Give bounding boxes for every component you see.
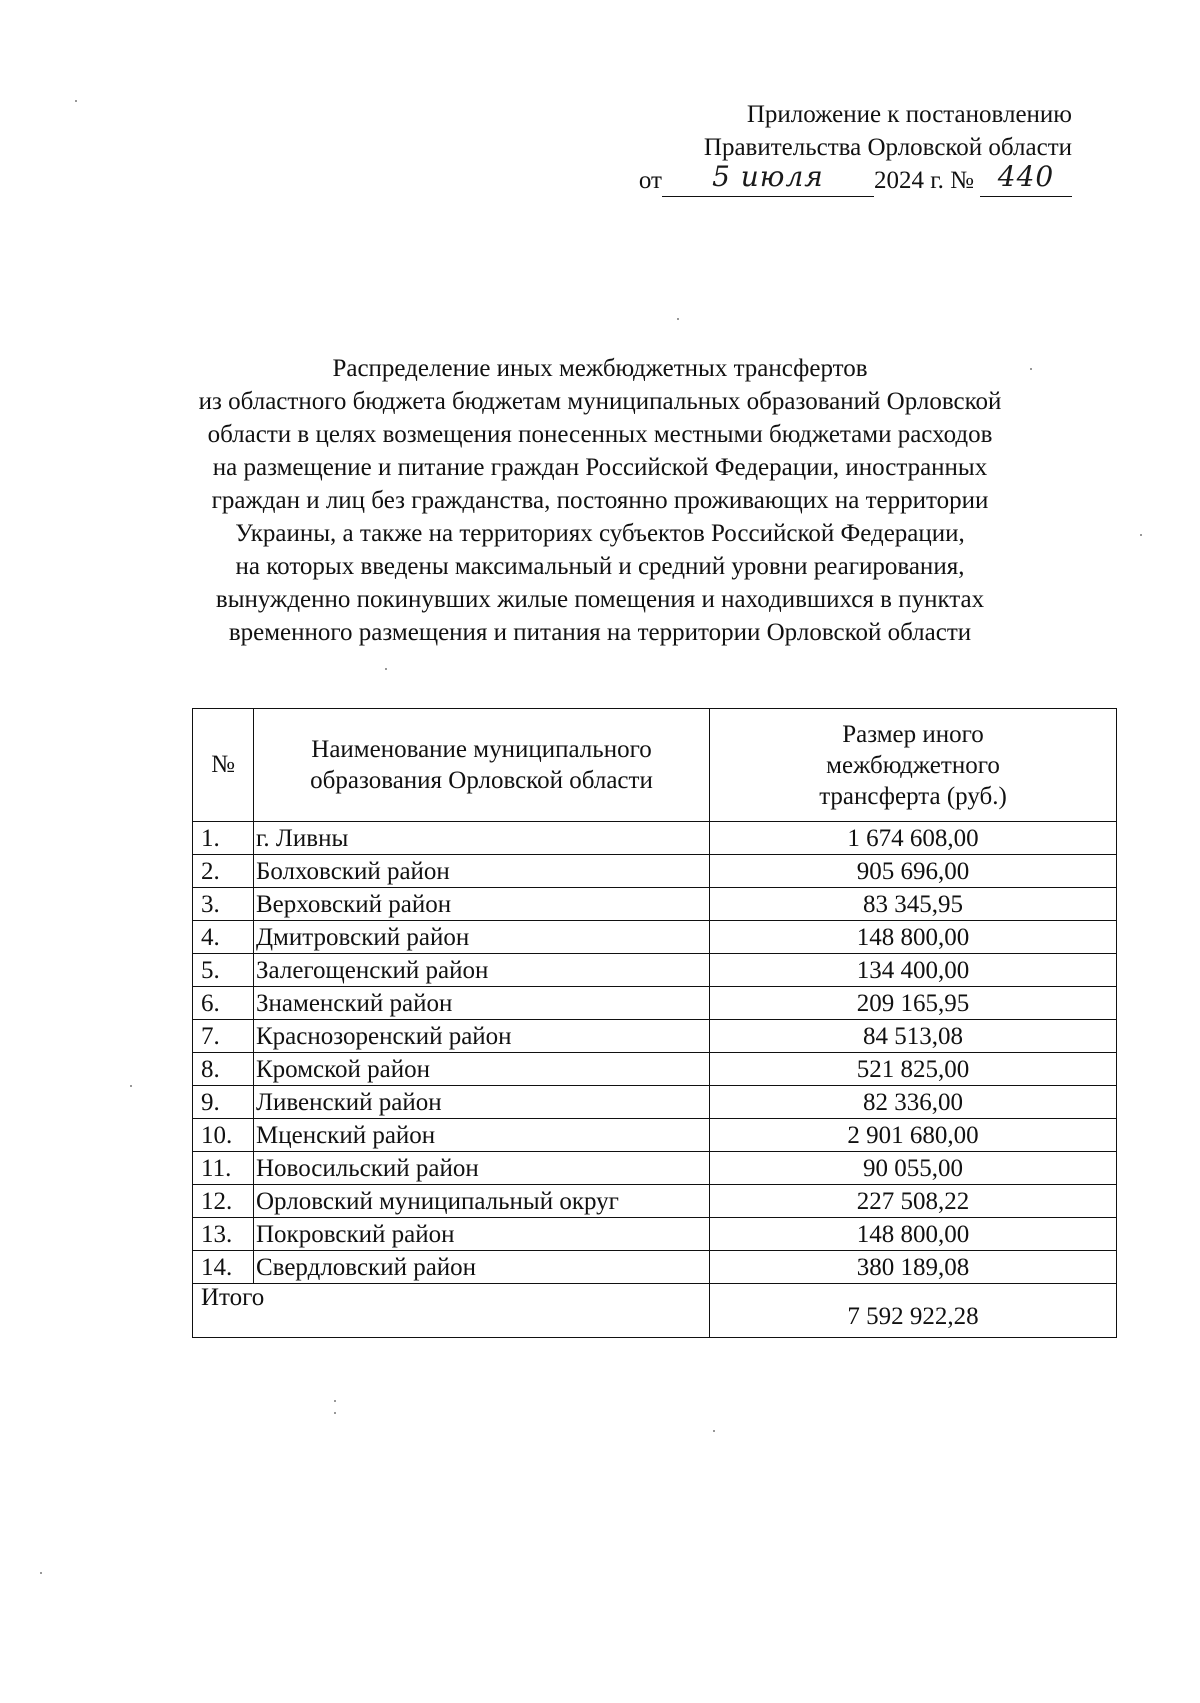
row-municipality: Мценский район [254, 1119, 710, 1152]
row-amount: 521 825,00 [710, 1053, 1117, 1086]
row-amount: 148 800,00 [710, 921, 1117, 954]
row-municipality: Знаменский район [254, 987, 710, 1020]
row-amount: 84 513,08 [710, 1020, 1117, 1053]
table-total-row [193, 1284, 1117, 1338]
column-header-municipality-line1: Наименование муниципального [311, 736, 652, 763]
title-line: на размещение и питание граждан Российской Федерации, иностранных [212, 454, 988, 481]
table-row [193, 921, 1117, 954]
row-municipality: Орловский муниципальный округ [254, 1185, 710, 1218]
year-number-label: 2024 г. № [873, 167, 974, 194]
row-municipality: Свердловский район [254, 1251, 710, 1284]
row-municipality: Болховский район [254, 855, 710, 888]
row-municipality: Залегощенский район [254, 954, 710, 987]
table-row [193, 1086, 1117, 1119]
row-number: 3. [193, 888, 254, 921]
column-header-amount-line3: трансферта (руб.) [819, 782, 1007, 810]
row-municipality: Верховский район [254, 888, 710, 921]
row-number: 9. [193, 1086, 254, 1119]
row-amount: 905 696,00 [710, 855, 1117, 888]
table-row [193, 1152, 1117, 1185]
column-header-amount-line2: межбюджетного [826, 751, 1000, 779]
row-number: 4. [193, 921, 254, 954]
row-amount: 2 901 680,00 [710, 1119, 1117, 1152]
transfers-table [192, 708, 1117, 1338]
scan-speck [677, 318, 679, 320]
column-header-municipality [254, 709, 710, 822]
prefix-ot: от [638, 167, 662, 194]
column-header-amount-line1: Размер иного [842, 720, 984, 748]
row-number: 14. [193, 1251, 254, 1284]
row-number: 7. [193, 1020, 254, 1053]
scan-speck [40, 1572, 42, 1574]
title-line: вынужденно покинувших жилые помещения и находившихся в пунктах [215, 586, 985, 613]
table-row [193, 1185, 1117, 1218]
row-amount: 148 800,00 [710, 1218, 1117, 1251]
row-municipality: Покровский район [254, 1218, 710, 1251]
row-amount: 83 345,95 [710, 888, 1117, 921]
title-line: на которых введены максимальный и средний уровни реагирования, [235, 553, 965, 580]
document-title [150, 352, 1050, 649]
row-municipality: Ливенский район [254, 1086, 710, 1119]
table-row [193, 1251, 1117, 1284]
title-line: Распределение иных межбюджетных трансфертов [332, 355, 868, 382]
total-amount: 7 592 922,28 [710, 1284, 1117, 1338]
table-row [193, 1119, 1117, 1152]
table-header-row [193, 709, 1117, 822]
row-number: 13. [193, 1218, 254, 1251]
table-row [193, 954, 1117, 987]
row-amount: 82 336,00 [710, 1086, 1117, 1119]
row-amount: 1 674 608,00 [710, 822, 1117, 855]
total-label: Итого [193, 1284, 710, 1338]
number-blank [980, 160, 1072, 197]
row-number: 11. [193, 1152, 254, 1185]
handwritten-number: 440 [997, 160, 1055, 193]
title-line: временного размещения и питания на территории Орловской области [228, 619, 972, 646]
title-line: из областного бюджета бюджетам муниципальных образований Орловской [198, 388, 1002, 415]
column-header-number: № [193, 709, 254, 822]
row-municipality: Дмитровский район [254, 921, 710, 954]
scan-speck [1030, 368, 1032, 370]
row-amount: 209 165,95 [710, 987, 1117, 1020]
row-number: 10. [193, 1119, 254, 1152]
title-line: Украины, а также на территориях субъектов Российской Федерации, [235, 520, 965, 547]
scan-speck [334, 1412, 336, 1414]
header-line-government: Правительства Орловской области [703, 134, 1072, 161]
table-row [193, 855, 1117, 888]
scan-speck [130, 1085, 132, 1087]
document-header [552, 98, 1072, 197]
row-amount: 227 508,22 [710, 1185, 1117, 1218]
row-number: 6. [193, 987, 254, 1020]
table-row [193, 1020, 1117, 1053]
row-number: 2. [193, 855, 254, 888]
scan-speck [1140, 534, 1142, 536]
table-row [193, 1053, 1117, 1086]
row-number: 1. [193, 822, 254, 855]
column-header-municipality-line2: образования Орловской области [310, 767, 653, 794]
title-line: граждан и лиц без гражданства, постоянно проживающих на территории [211, 487, 989, 514]
row-number: 12. [193, 1185, 254, 1218]
table-row [193, 987, 1117, 1020]
table-row [193, 888, 1117, 921]
row-municipality: Кромской район [254, 1053, 710, 1086]
row-municipality: г. Ливны [254, 822, 710, 855]
header-line-appendix: Приложение к постановлению [746, 101, 1072, 128]
row-amount: 90 055,00 [710, 1152, 1117, 1185]
row-amount: 134 400,00 [710, 954, 1117, 987]
table-row [193, 1218, 1117, 1251]
row-municipality: Новосильский район [254, 1152, 710, 1185]
scan-speck [385, 668, 387, 670]
row-amount: 380 189,08 [710, 1251, 1117, 1284]
date-blank [662, 160, 874, 197]
scan-speck [713, 1430, 715, 1432]
resolution-date-number-line [552, 160, 1072, 197]
column-header-amount [710, 709, 1117, 822]
scan-speck [75, 100, 77, 102]
row-municipality: Краснозоренский район [254, 1020, 710, 1053]
title-line: области в целях возмещения понесенных местными бюджетами расходов [207, 421, 993, 448]
row-number: 8. [193, 1053, 254, 1086]
handwritten-date: 5 июля [712, 160, 824, 193]
table-row [193, 822, 1117, 855]
row-number: 5. [193, 954, 254, 987]
scan-speck [334, 1400, 336, 1402]
